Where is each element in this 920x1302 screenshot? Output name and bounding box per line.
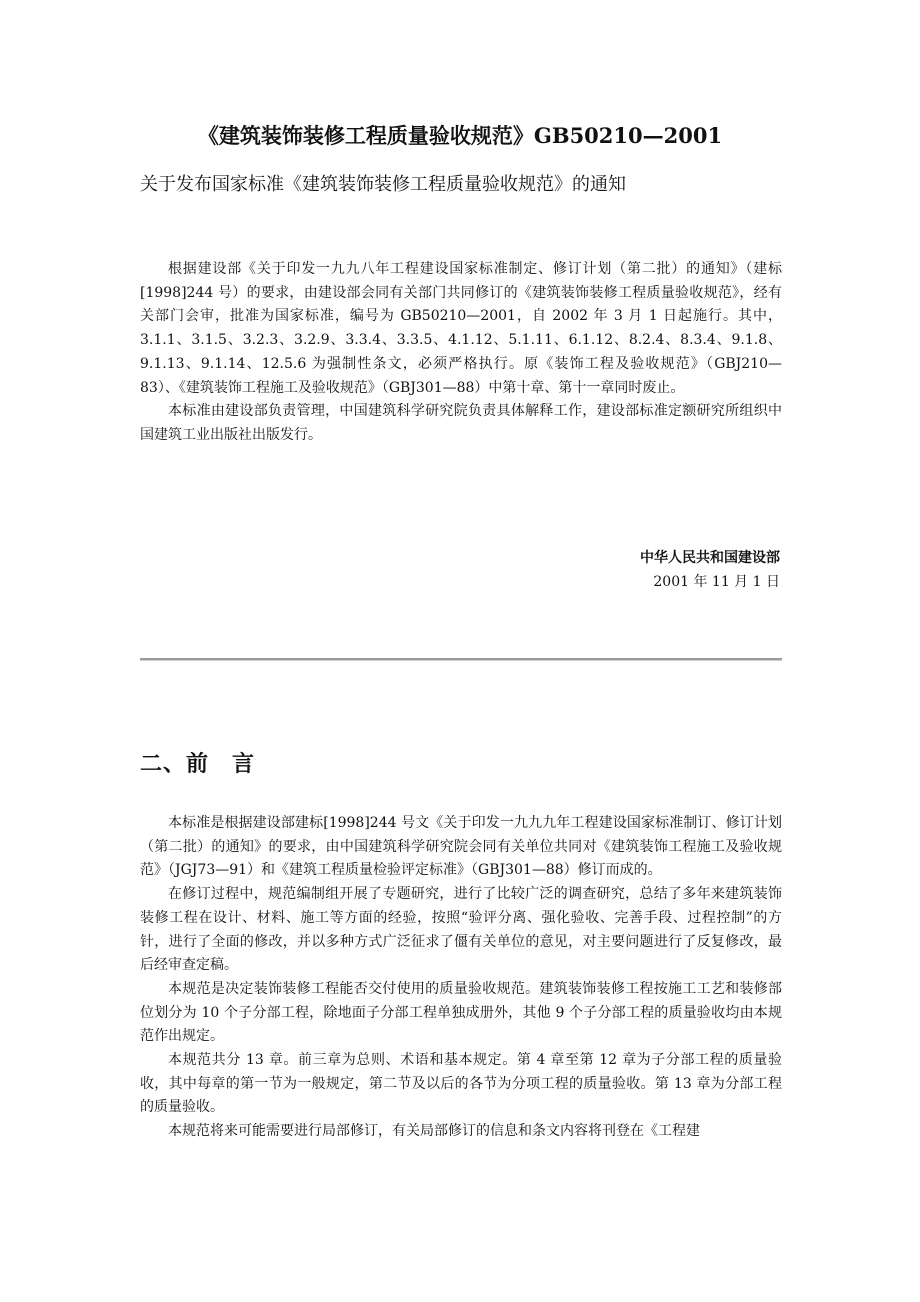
- notice-paragraph: 本标准由建设部负责管理，中国建筑科学研究院负责具体解释工作，建设部标准定额研究所组织中国建筑工业出版社出版发行。: [140, 403, 782, 443]
- document-title: 《建筑装饰装修工程质量验收规范》GB50210—2001: [197, 123, 723, 148]
- section-heading: 二、前 言: [140, 751, 256, 777]
- notice-paragraph: 根据建设部《关于印发一九九八年工程建设国家标准制定、修订计划（第二批）的通知》（建标[1998]244 号）的要求，由建设部会同有关部门共同修订的《建筑装饰装修工程质量验收规范》，经有关部门会审，批准为国家标准，编号为 GB50210—2001，自 2002 年 3 月 1 日起施行。其中，3.1.1、3.1.5、3.2.3、3.2.9、3.3.4、3.3.5、4.1.12、5.1.11、6.1.12、8.2.4、8.3.4、9.1.8、9.1.13、9.1.14、12.5.6 为强制性条文，必须严格执行。原《装饰工程及验收规范》（GBJ210—83）、《建筑装饰工程施工及验收规范》（GBJ301—88）中第十章、第十一章同时废止。: [140, 261, 782, 396]
- preface-paragraph: 在修订过程中，规范编制组开展了专题研究，进行了比较广泛的调查研究，总结了多年来建筑装饰装修工程在设计、材料、施工等方面的经验，按照“验评分离、强化验收、完善手段、过程控制”的方针，进行了全面的修改，并以多种方式广泛征求了僵有关单位的意见，对主要问题进行了反复修改，最后经审查定稿。: [140, 886, 782, 974]
- signature-date: 2001 年 11 月 1 日: [653, 574, 780, 590]
- notice-body: [140, 258, 782, 448]
- preface-paragraph: 本规范将来可能需要进行局部修订，有关局部修订的信息和条文内容将刊登在《工程建: [168, 1123, 700, 1140]
- preface-paragraph: 本规范是决定装饰装修工程能否交付使用的质量验收规范。建筑装饰装修工程按施工工艺和装修部位划分为 10 个子分部工程，除地面子分部工程单独成册外，其他 9 个子分部工程的质量验收均由本规范作出规定。: [140, 980, 782, 1045]
- section-divider: [140, 658, 782, 661]
- preface-paragraph: 本规范共分 13 章。前三章为总则、术语和基本规定。第 4 章至第 12 章为子分部工程的质量验收，其中每章的第一节为一般规定，第二节及以后的各节为分项工程的质量验收。第 13 章为分部工程的质量验收。: [140, 1052, 782, 1116]
- notice-subtitle: 关于发布国家标准《建筑装饰装修工程质量验收规范》的通知: [140, 174, 626, 195]
- preface-body: [140, 812, 782, 1144]
- preface-paragraph: 本标准是根据建设部建标[1998]244 号文《关于印发一九九九年工程建设国家标准制订、修订计划（第二批）的通知》的要求，由中国建筑科学研究院会同有关单位共同对《建筑装饰工程施工及验收规范》（JGJ73—91）和《建筑工程质量检验评定标准》（GBJ301—88）修订而成的。: [140, 815, 782, 879]
- signature-organization: 中华人民共和国建设部: [640, 550, 780, 566]
